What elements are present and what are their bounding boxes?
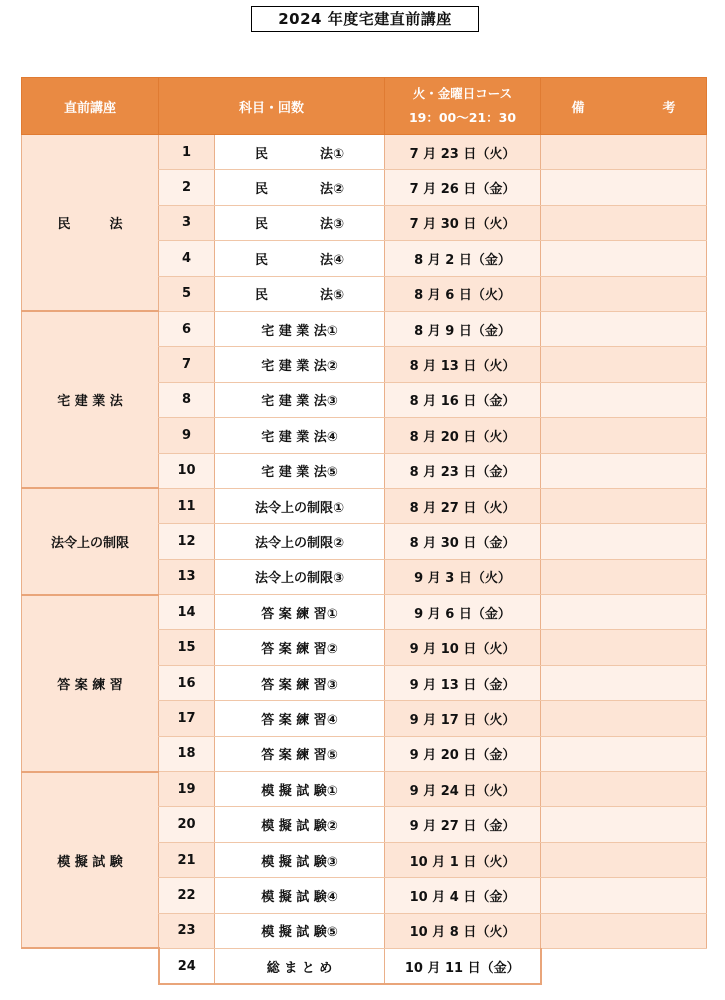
session-number: 8 [159,382,215,417]
session-number: 24 [159,948,215,984]
remarks-cell [541,665,707,700]
date-cell: 8 月 27 日（火） [385,488,541,523]
subject-cell: 答 案 練 習② [215,630,385,665]
session-number: 10 [159,453,215,488]
date-cell: 9 月 27 日（金） [385,807,541,842]
session-number: 20 [159,807,215,842]
date-cell: 10 月 4 日（金） [385,878,541,913]
date-cell: 9 月 20 日（金） [385,736,541,771]
subject-cell: 民 法⑤ [215,276,385,311]
remarks-cell [541,205,707,240]
session-number: 6 [159,311,215,346]
remarks-cell [541,701,707,736]
remarks-cell [541,878,707,913]
subject-cell: 民 法① [215,135,385,170]
session-number: 4 [159,241,215,276]
category-cell: 宅 建 業 法 [22,311,159,488]
date-cell: 8 月 9 日（金） [385,311,541,346]
empty-category-cell [22,948,159,984]
subject-cell: 模 擬 試 験⑤ [215,913,385,948]
table-row [22,488,707,523]
header-course-days: 火・金曜日コース [412,86,513,101]
category-cell: 法令上の制限 [22,488,159,594]
session-number: 23 [159,913,215,948]
remarks-cell [541,772,707,807]
date-cell: 9 月 13 日（金） [385,665,541,700]
date-cell: 10 月 11 日（金） [385,948,541,984]
remarks-cell [541,170,707,205]
table-row [22,772,707,807]
session-number: 18 [159,736,215,771]
session-number: 11 [159,488,215,523]
date-cell: 8 月 23 日（金） [385,453,541,488]
category-cell: 模 擬 試 験 [22,772,159,949]
session-number: 2 [159,170,215,205]
subject-cell: 法令上の制限① [215,488,385,523]
date-cell: 8 月 6 日（火） [385,276,541,311]
session-number: 16 [159,665,215,700]
schedule-body [22,135,707,985]
remarks-cell [541,524,707,559]
remarks-cell [541,347,707,382]
header-course-time: 19：00〜21：30 [408,110,517,125]
date-cell: 8 月 2 日（金） [385,241,541,276]
header-remarks: 備 考 [541,78,707,135]
remarks-cell [541,135,707,170]
date-cell: 10 月 1 日（火） [385,842,541,877]
remarks-cell [541,559,707,594]
date-cell: 8 月 16 日（金） [385,382,541,417]
subject-cell: 総 ま と め [215,948,385,984]
subject-cell: 宅 建 業 法③ [215,382,385,417]
table-row [22,311,707,346]
subject-cell: 宅 建 業 法④ [215,418,385,453]
subject-cell: 答 案 練 習④ [215,701,385,736]
session-number: 5 [159,276,215,311]
remarks-cell [541,241,707,276]
session-number: 19 [159,772,215,807]
session-number: 13 [159,559,215,594]
date-cell: 10 月 8 日（火） [385,913,541,948]
remarks-cell [541,488,707,523]
session-number: 3 [159,205,215,240]
subject-cell: 答 案 練 習③ [215,665,385,700]
subject-cell: 模 擬 試 験① [215,772,385,807]
remarks-cell [541,842,707,877]
date-cell: 8 月 13 日（火） [385,347,541,382]
date-cell: 7 月 30 日（火） [385,205,541,240]
subject-cell: 宅 建 業 法② [215,347,385,382]
schedule-table [21,77,707,985]
session-number: 1 [159,135,215,170]
date-cell: 7 月 23 日（火） [385,135,541,170]
remarks-cell [541,453,707,488]
table-row [22,135,707,170]
page-title: 2024 年度宅建直前講座 [251,6,479,32]
remarks-cell [541,948,707,984]
remarks-cell [541,276,707,311]
subject-cell: 民 法④ [215,241,385,276]
subject-cell: 模 擬 試 験② [215,807,385,842]
category-cell: 答 案 練 習 [22,595,159,772]
session-number: 21 [159,842,215,877]
date-cell: 9 月 24 日（火） [385,772,541,807]
date-cell: 8 月 20 日（火） [385,418,541,453]
date-cell: 9 月 10 日（火） [385,630,541,665]
subject-cell: 答 案 練 習① [215,595,385,630]
subject-cell: 民 法② [215,170,385,205]
table-row-final [22,948,707,984]
remarks-cell [541,418,707,453]
remarks-cell [541,736,707,771]
session-number: 22 [159,878,215,913]
subject-cell: 宅 建 業 法⑤ [215,453,385,488]
date-cell: 9 月 3 日（火） [385,559,541,594]
session-number: 12 [159,524,215,559]
date-cell: 7 月 26 日（金） [385,170,541,205]
subject-cell: 模 擬 試 験④ [215,878,385,913]
date-cell: 9 月 17 日（火） [385,701,541,736]
remarks-cell [541,913,707,948]
session-number: 17 [159,701,215,736]
remarks-cell [541,807,707,842]
subject-cell: 民 法③ [215,205,385,240]
session-number: 9 [159,418,215,453]
session-number: 7 [159,347,215,382]
subject-cell: 模 擬 試 験③ [215,842,385,877]
remarks-cell [541,382,707,417]
table-row [22,595,707,630]
session-number: 14 [159,595,215,630]
header-course [385,78,541,135]
date-cell: 9 月 6 日（金） [385,595,541,630]
remarks-cell [541,311,707,346]
table-header-row [22,78,707,135]
subject-cell: 法令上の制限③ [215,559,385,594]
subject-cell: 法令上の制限② [215,524,385,559]
session-number: 15 [159,630,215,665]
header-category: 直前講座 [22,78,159,135]
header-subject: 科目・回数 [159,78,385,135]
date-cell: 8 月 30 日（金） [385,524,541,559]
category-cell: 民 法 [22,135,159,312]
subject-cell: 答 案 練 習⑤ [215,736,385,771]
remarks-cell [541,630,707,665]
remarks-cell [541,595,707,630]
subject-cell: 宅 建 業 法① [215,311,385,346]
